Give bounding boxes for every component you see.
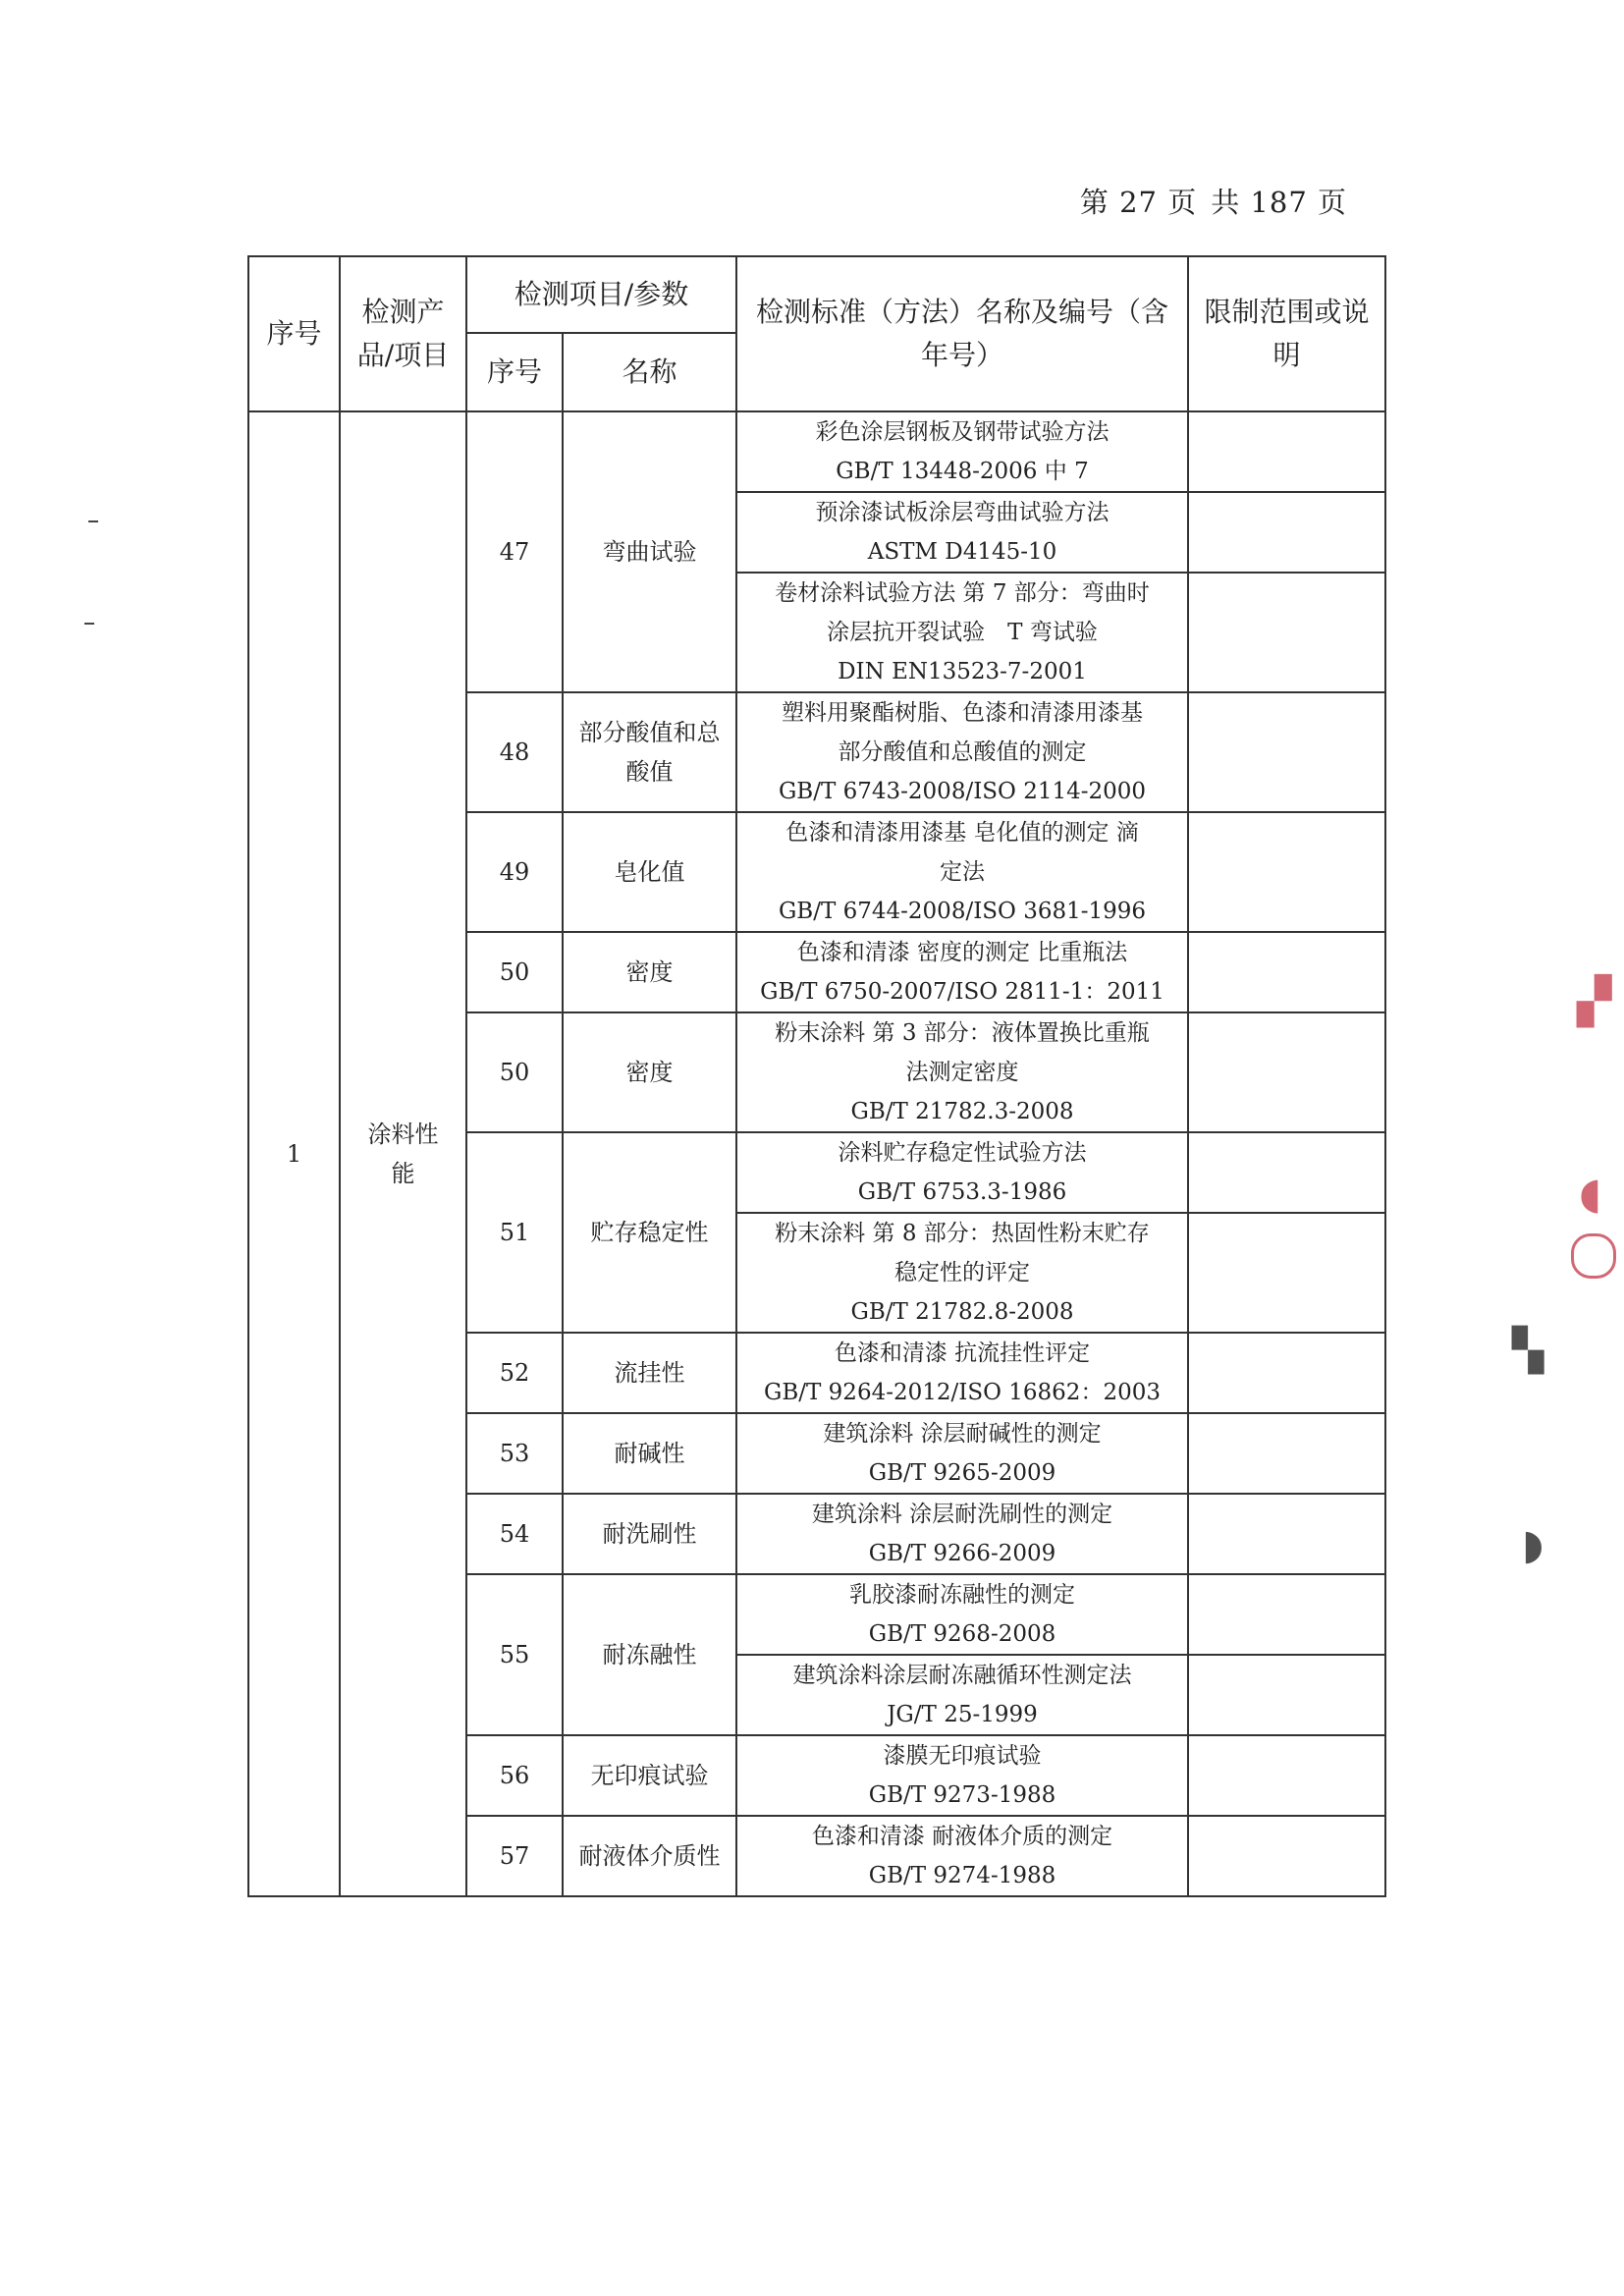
standard-cell [736,411,1188,492]
standard-line: 涂料贮存稳定性试验方法 [838,1140,1087,1166]
standard-line: 卷材涂料试验方法 第 7 部分：弯曲时 [775,580,1150,606]
standard-line: 漆膜无印痕试验 [883,1743,1042,1769]
limit-cell [1188,1333,1385,1413]
limit-cell [1188,1494,1385,1574]
item-name: 弯曲试验 [563,411,736,692]
standard-line: 色漆和清漆 密度的测定 比重瓶法 [796,940,1128,965]
standard-line: 塑料用聚酯树脂、色漆和清漆用漆基 [782,700,1143,726]
item-name: 部分酸值和总酸值 [563,692,736,812]
stamp-fragment: ▞ [1577,974,1612,1027]
capability-table [247,255,1386,1897]
header-product: 检测产品/项目 [340,256,466,411]
standard-cell [736,932,1188,1012]
standard-line: 稳定性的评定 [894,1260,1030,1285]
item-name: 流挂性 [563,1333,736,1413]
scan-mark [88,520,98,522]
item-name: 贮存稳定性 [563,1132,736,1333]
standard-line: 色漆和清漆用漆基 皂化值的测定 滴 [785,820,1139,846]
limit-cell [1188,1735,1385,1816]
stamp-fragment: ◖ [1579,1169,1602,1219]
scan-mark [84,623,94,625]
item-name: 无印痕试验 [563,1735,736,1816]
table-row [248,411,1385,492]
page-current: 第 27 页 [1079,186,1198,219]
standard-line: GB/T 9264-2012/ISO 16862：2003 [764,1380,1161,1405]
standard-line: GB/T 9273-1988 [868,1782,1056,1808]
standard-line: GB/T 6753.3-1986 [857,1179,1067,1205]
limit-cell [1188,1012,1385,1132]
standard-cell [736,492,1188,573]
standard-line: 彩色涂层钢板及钢带试验方法 [815,419,1110,445]
header-standard: 检测标准（方法）名称及编号（含年号） [736,256,1188,411]
limit-cell [1188,932,1385,1012]
standard-line: GB/T 6743-2008/ISO 2114-2000 [778,779,1147,804]
standard-line: GB/T 21782.3-2008 [850,1099,1074,1124]
stamp-fragment [1571,1233,1616,1279]
standard-line: 色漆和清漆 抗流挂性评定 [834,1340,1091,1366]
standard-cell [736,1655,1188,1735]
standard-line: GB/T 9274-1988 [868,1863,1056,1888]
item-number: 49 [466,812,563,932]
standard-line: GB/T 9265-2009 [868,1460,1056,1486]
standard-line: ASTM D4145-10 [867,539,1057,565]
item-number: 51 [466,1132,563,1333]
item-number: 57 [466,1816,563,1896]
item-number: 56 [466,1735,563,1816]
group-seq: 1 [248,411,340,1896]
limit-cell [1188,812,1385,932]
standard-line: GB/T 9266-2009 [868,1541,1056,1566]
item-number: 48 [466,692,563,812]
group-product: 涂料性能 [340,411,466,1896]
standard-line: JG/T 25-1999 [887,1702,1038,1727]
header-seq: 序号 [248,256,340,411]
standard-line: 法测定密度 [905,1060,1019,1085]
limit-cell [1188,692,1385,812]
standard-cell [736,1816,1188,1896]
item-number: 54 [466,1494,563,1574]
item-name: 耐洗刷性 [563,1494,736,1574]
standard-line: 建筑涂料涂层耐冻融循环性测定法 [792,1663,1132,1688]
item-name: 耐液体介质性 [563,1816,736,1896]
standard-cell [736,812,1188,932]
standard-line: 预涂漆试板涂层弯曲试验方法 [815,500,1110,525]
limit-cell [1188,1132,1385,1213]
standard-line: 涂层抗开裂试验 T 弯试验 [827,620,1098,645]
item-number: 47 [466,411,563,692]
limit-cell [1188,1655,1385,1735]
item-name: 耐碱性 [563,1413,736,1494]
standard-line: 色漆和清漆 耐液体介质的测定 [811,1824,1113,1849]
standard-cell [736,1012,1188,1132]
standard-line: 建筑涂料 涂层耐洗刷性的测定 [811,1502,1113,1527]
standard-line: 乳胶漆耐冻融性的测定 [849,1582,1075,1608]
standard-line: GB/T 9268-2008 [868,1621,1056,1647]
standard-line: GB/T 13448-2006 中 7 [836,459,1089,484]
item-number: 55 [466,1574,563,1735]
limit-cell [1188,573,1385,692]
standard-cell [736,1132,1188,1213]
item-number: 50 [466,932,563,1012]
standard-line: 建筑涂料 涂层耐碱性的测定 [823,1421,1102,1447]
standard-cell [736,1333,1188,1413]
header-limit: 限制范围或说明 [1188,256,1385,411]
limit-cell [1188,1413,1385,1494]
page-number [1080,181,1347,221]
standard-line: GB/T 6744-2008/ISO 3681-1996 [778,899,1147,924]
item-number: 52 [466,1333,563,1413]
standard-line: 粉末涂料 第 3 部分：液体置换比重瓶 [775,1020,1150,1046]
stamp-fragment: ▚ [1512,1326,1544,1374]
limit-cell [1188,492,1385,573]
item-number: 53 [466,1413,563,1494]
standard-line: 定法 [940,859,985,885]
standard-line: 粉末涂料 第 8 部分：热固性粉末贮存 [775,1221,1150,1246]
standard-line: GB/T 21782.8-2008 [850,1299,1074,1325]
standard-line: 部分酸值和总酸值的测定 [838,739,1087,765]
standard-cell [736,573,1188,692]
standard-line: DIN EN13523-7-2001 [838,659,1087,684]
standard-line: GB/T 6750-2007/ISO 2811-1：2011 [760,979,1164,1005]
limit-cell [1188,1816,1385,1896]
stamp-fragment: ◗ [1522,1520,1544,1568]
item-number: 50 [466,1012,563,1132]
standard-cell [736,692,1188,812]
standard-cell [736,1213,1188,1333]
standard-cell [736,1494,1188,1574]
page-total: 共 187 页 [1211,186,1347,219]
standard-cell [736,1574,1188,1655]
header-sub-seq: 序号 [466,333,563,411]
item-name: 皂化值 [563,812,736,932]
limit-cell [1188,1213,1385,1333]
header-item-param: 检测项目/参数 [466,256,736,333]
limit-cell [1188,1574,1385,1655]
standard-cell [736,1735,1188,1816]
standard-cell [736,1413,1188,1494]
item-name: 耐冻融性 [563,1574,736,1735]
item-name: 密度 [563,1012,736,1132]
limit-cell [1188,411,1385,492]
item-name: 密度 [563,932,736,1012]
header-sub-name: 名称 [563,333,736,411]
